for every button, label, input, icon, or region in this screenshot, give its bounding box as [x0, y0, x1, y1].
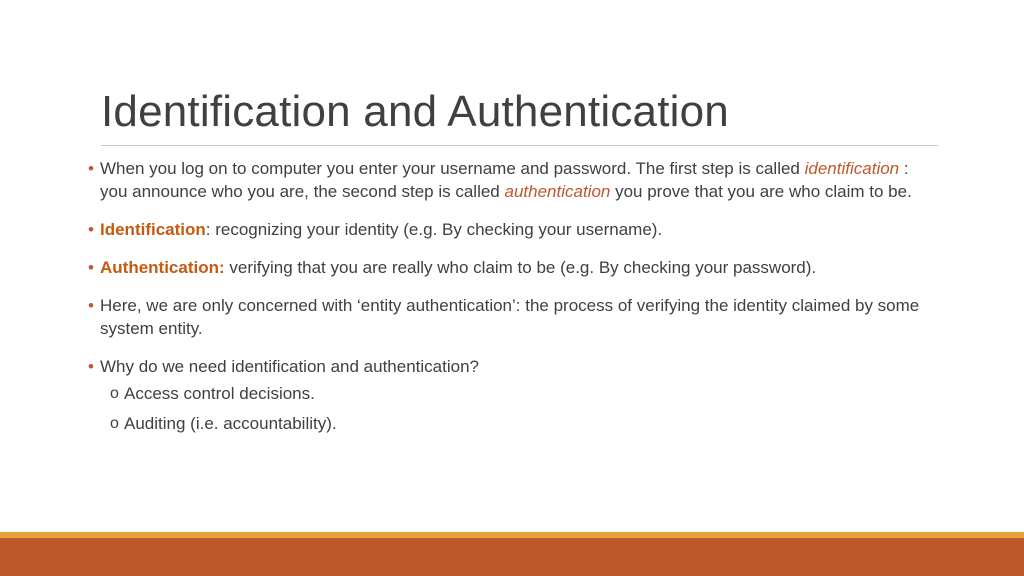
sub-bullet-text: Access control decisions.: [124, 384, 315, 403]
keyword-authentication: Authentication:: [100, 258, 225, 277]
bullet-text: : you announce who you are, the second step is called: [100, 159, 909, 201]
sub-bullet-auditing: [88, 412, 923, 435]
bullet-text: : recognizing your identity (e.g. By checking your username).: [205, 220, 663, 239]
bullet-login-steps: [88, 157, 923, 203]
bullet-identification: [88, 218, 923, 241]
sub-bullet-text: Auditing (i.e. accountability).: [124, 414, 337, 433]
bullet-why-needed: [88, 355, 923, 378]
bullet-text: verifying that you are really who claim to be (e.g. By checking your password).: [224, 258, 817, 277]
term-authentication: authentication: [504, 182, 611, 201]
keyword-identification: Identification: [100, 220, 206, 239]
title-divider: [101, 145, 938, 146]
bullet-text: Why do we need identification and authentication?: [100, 357, 479, 376]
bullet-dot-icon: •: [88, 357, 94, 376]
bullet-authentication: [88, 256, 923, 279]
circle-bullet-icon: o: [110, 415, 119, 432]
bullet-dot-icon: •: [88, 296, 94, 315]
bullet-dot-icon: •: [88, 220, 94, 239]
bullet-text: you prove that you are who claim to be.: [610, 182, 912, 201]
bullet-text: Here, we are only concerned with ‘entity authentication’: the process of verifying the identity claimed by some system entity.: [100, 296, 920, 338]
footer-bar: [0, 538, 1024, 576]
term-identification: identification: [804, 159, 900, 178]
bullet-dot-icon: •: [88, 258, 94, 277]
bullet-dot-icon: •: [88, 159, 94, 178]
slide-body: [88, 157, 923, 442]
bullet-text: When you log on to computer you enter your username and password. The first step is called: [100, 159, 805, 178]
sub-bullet-access-control: [88, 382, 923, 405]
circle-bullet-icon: o: [110, 385, 119, 402]
slide-title: Identification and Authentication: [101, 87, 729, 136]
bullet-entity-authentication: [88, 294, 923, 340]
